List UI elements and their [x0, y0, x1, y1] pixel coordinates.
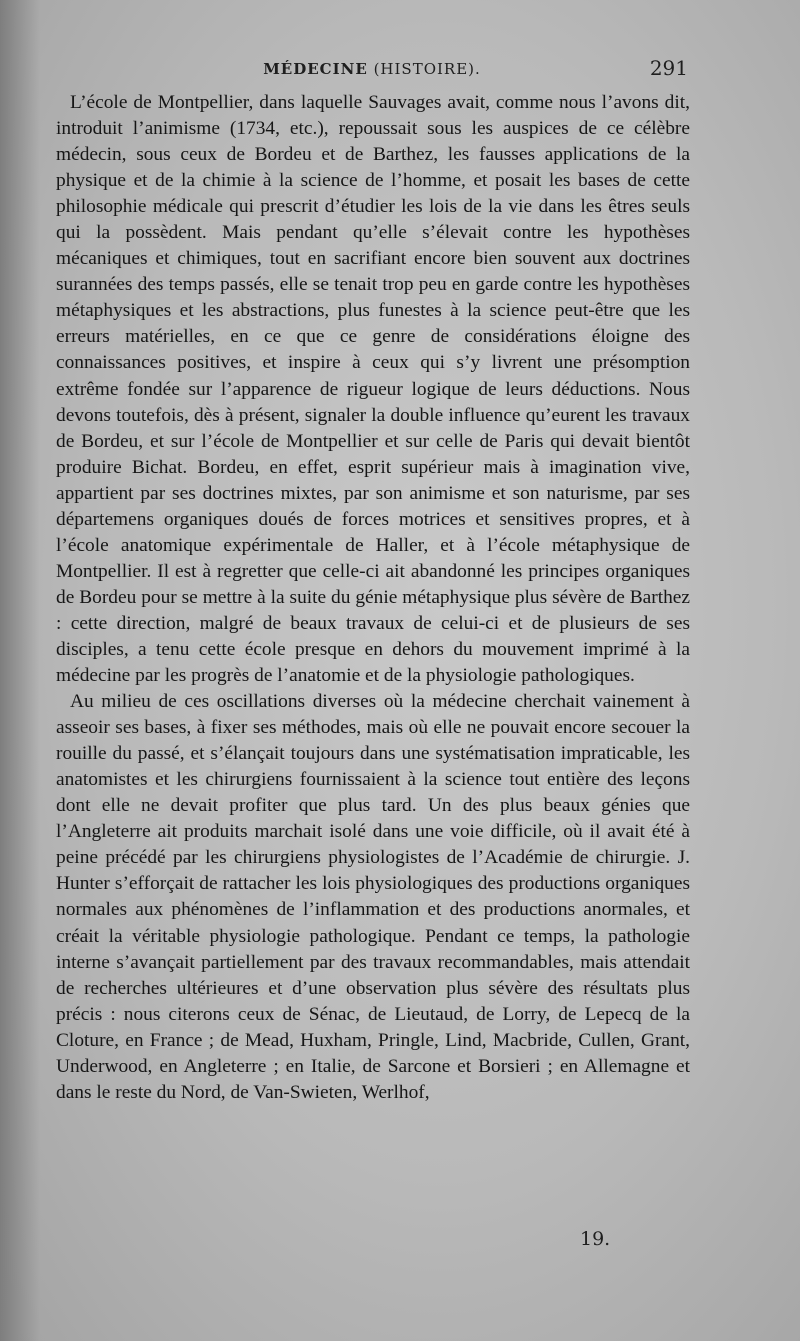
paragraph-2: Au milieu de ces oscillations diverses où la médecine cherchait vainement à asseoir ses bases, à fixer ses méthodes, mais où elle ne pouvait encore secouer la rouille du passé, et s’élançait toujours dans une systématisation impraticable, les anatomistes et les chirurgiens fournissaient à la science tout entière des leçons dont elle ne devait profiter que plus tard. Un des plus beaux génies que l’Angleterre ait produits marchait isolé dans une voie difficile, où il avait été à peine précédé par les chirurgiens physiologistes de l’Académie de chirurgie. J. Hunter s’efforçait de rattacher les lois physiologiques des productions organiques normales aux phénomènes de l’inflammation et des productions anormales, et créait la véritable physiologie pathologique. Pendant ce temps, la pathologie interne s’avançait partiellement par des travaux recommandables, mais attendait de recherches ultérieures et d’une observation plus sévère des résultats plus précis : nous citerons ceux de Sénac, de Lieutaud, de Lorry, de Lepecq de la Cloture, en France ; de Mead, Huxham, Pringle, Lind, Macbride, Cullen, Grant, Underwood, en Angleterre ; en Italie, de Sarcone et Borsieri ; en Allemagne et dans le reste du Nord, de Van-Swieten, Werlhof,: [56, 691, 690, 1103]
signature-mark: 19.: [580, 1228, 611, 1250]
running-head-subtitle: (HISTOIRE).: [373, 60, 481, 78]
running-head: [56, 60, 688, 78]
page-number: 291: [649, 56, 688, 80]
running-head-title: MÉDECINE: [263, 60, 368, 78]
page-header: [56, 56, 688, 86]
body-text: [56, 90, 690, 1106]
paragraph-1: L’école de Montpellier, dans laquelle Sauvages avait, comme nous l’avons dit, introduit l’animisme (1734, etc.), repoussait sous les auspices de ce célèbre médecin, sous ceux de Bordeu et de Barthez, les fausses applications de la physique et de la chimie à la science de l’homme, et posait les bases de cette philosophie médicale qui prescrit d’étudier les lois de la vie dans les êtres seuls qui la possèdent. Mais pendant qu’elle s’élevait contre les hypothèses mécaniques et chimiques, tout en sacrifiant encore bien souvent aux doctrines surannées des temps passés, elle se tenait trop peu en garde contre les hypothèses métaphysiques et les abstractions, plus funestes à la science peut-être que les erreurs matérielles, en ce que ce genre de considérations éloigne des connaissances positives, et inspire à ceux qui s’y livrent une présomption extrême fondée sur l’apparence de rigueur logique de leurs déductions. Nous devons toutefois, dès à présent, signaler la double influence qu’eurent les travaux de Bordeu, et sur l’école de Montpellier et sur celle de Paris qui devait bientôt produire Bichat. Bordeu, en effet, esprit supérieur mais à imagination vive, appartient par ses doctrines mixtes, par son animisme et son naturisme, par ses départemens organiques doués de forces motrices et sensitives propres, et à l’école anatomique expérimentale de Haller, et à l’école métaphysique de Montpellier. Il est à regretter que celle-ci ait abandonné les principes organiques de Bordeu pour se mettre à la suite du génie métaphysique plus sévère de Barthez : cette direction, malgré de beaux travaux de celui-ci et de plusieurs de ses disciples, a tenu cette école presque en dehors du mouvement imprimé à la médecine par les progrès de l’anatomie et de la physiologie pathologiques.: [56, 92, 690, 687]
